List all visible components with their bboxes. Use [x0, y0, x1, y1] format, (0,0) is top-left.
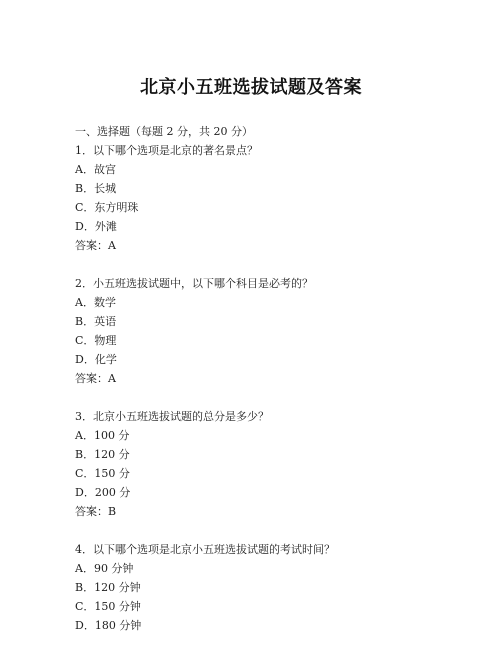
q2-option-a: A．数学 — [75, 296, 116, 309]
q1-option-c: C．东方明珠 — [75, 201, 139, 214]
page-title: 北京小五班选拔试题及答案 — [140, 77, 362, 98]
q1-option-b: B．长城 — [75, 182, 117, 195]
q2-option-b: B．英语 — [75, 315, 117, 328]
q2-answer: 答案：A — [75, 372, 116, 385]
question-1: 1．以下哪个选项是北京的著名景点？ — [75, 144, 258, 157]
question-2: 2．小五班选拔试题中，以下哪个科目是必考的？ — [75, 277, 313, 290]
section-heading: 一、选择题（每题 2 分，共 20 分） — [75, 125, 253, 138]
document-body — [75, 122, 475, 635]
spacer — [75, 521, 475, 540]
question-4: 4．以下哪个选项是北京小五班选拔试题的考试时间？ — [75, 543, 335, 556]
q3-option-d: D．200 分 — [75, 486, 131, 499]
q4-option-d: D．180 分钟 — [75, 619, 142, 632]
q4-option-c: C．150 分钟 — [75, 600, 141, 613]
spacer — [75, 388, 475, 407]
q4-option-a: A．90 分钟 — [75, 562, 134, 575]
q4-option-b: B．120 分钟 — [75, 581, 141, 594]
q1-option-a: A．故宫 — [75, 163, 116, 176]
q3-option-a: A．100 分 — [75, 429, 130, 442]
q2-option-d: D．化学 — [75, 353, 117, 366]
question-3: 3．北京小五班选拔试题的总分是多少？ — [75, 410, 269, 423]
q1-option-d: D．外滩 — [75, 220, 117, 233]
q3-option-c: C．150 分 — [75, 467, 130, 480]
q1-answer: 答案：A — [75, 239, 116, 252]
q3-option-b: B．120 分 — [75, 448, 130, 461]
q2-option-c: C．物理 — [75, 334, 117, 347]
spacer — [75, 255, 475, 274]
q3-answer: 答案：B — [75, 505, 117, 518]
